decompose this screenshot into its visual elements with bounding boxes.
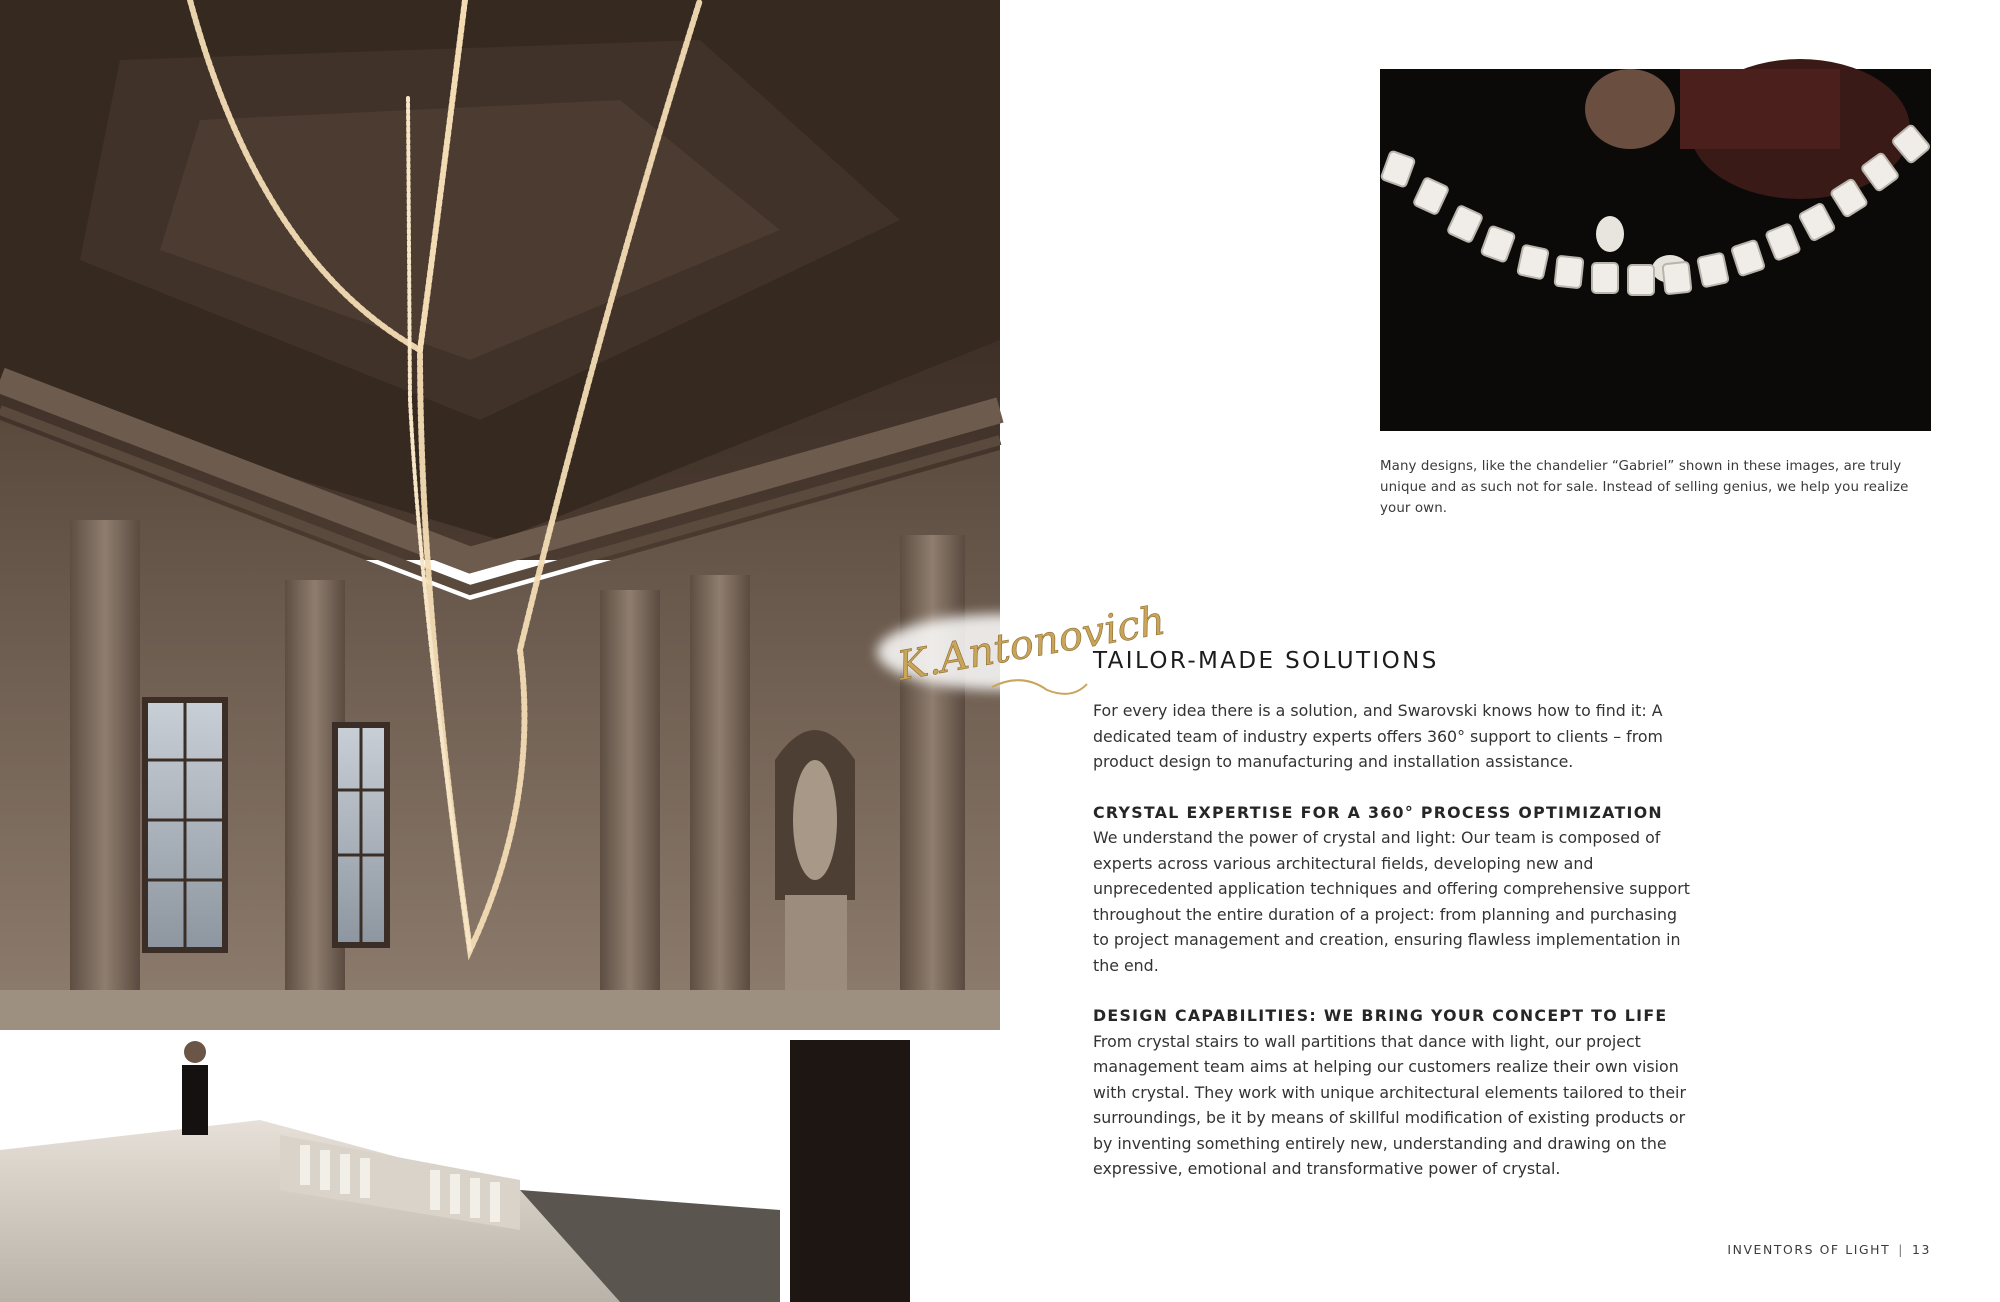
intro-paragraph: For every idea there is a solution, and Swarovski knows how to find it: A dedicated team of industry experts offers 360° support to clients – from product design to manufacturing and installation assistance. [1093,701,1663,771]
section-heading-expertise: CRYSTAL EXPERTISE FOR A 360° PROCESS OPTIMIZATION [1093,802,1663,822]
svg-text:K.Antonovich: K.Antonovich [894,597,1169,690]
section-body-design: From crystal stairs to wall partitions that dance with light, our project management team aims at helping our customers realize their own vision with crystal. They work with unique architectural elements tailored to their surroundings, be it by means of skillful modification of existing products or by inventing something entirely new, understanding and drawing on the expressive, emotional and transformative power of crystal. [1093,1031,1686,1178]
photo-caption: Many designs, like the chandelier “Gabriel” shown in these images, are truly unique and as such not for sale. Instead of selling genius, we help you realize your own. [1380,459,1909,516]
craft-photo-illustration [1380,69,1931,431]
page-title: TAILOR-MADE SOLUTIONS [1093,648,1439,674]
text-column [1093,648,1693,1207]
section-heading-design: DESIGN CAPABILITIES: WE BRING YOUR CONCEPT TO LIFE [1093,1006,1668,1025]
page-number: 13 [1912,1242,1931,1257]
footer-label: INVENTORS OF LIGHT [1727,1242,1891,1257]
craft-photo [1380,69,1931,431]
section-body-expertise: We understand the power of crystal and light: Our team is composed of experts across various architectural fields, developing new and unprecedented application techniques and offering comprehensive support throughout the entire duration of a project: from planning and purchasing to project management and creation, ensuring flawless implementation in the end. [1093,828,1690,975]
footer-separator: | [1898,1242,1905,1257]
page-footer [1727,1242,1931,1257]
